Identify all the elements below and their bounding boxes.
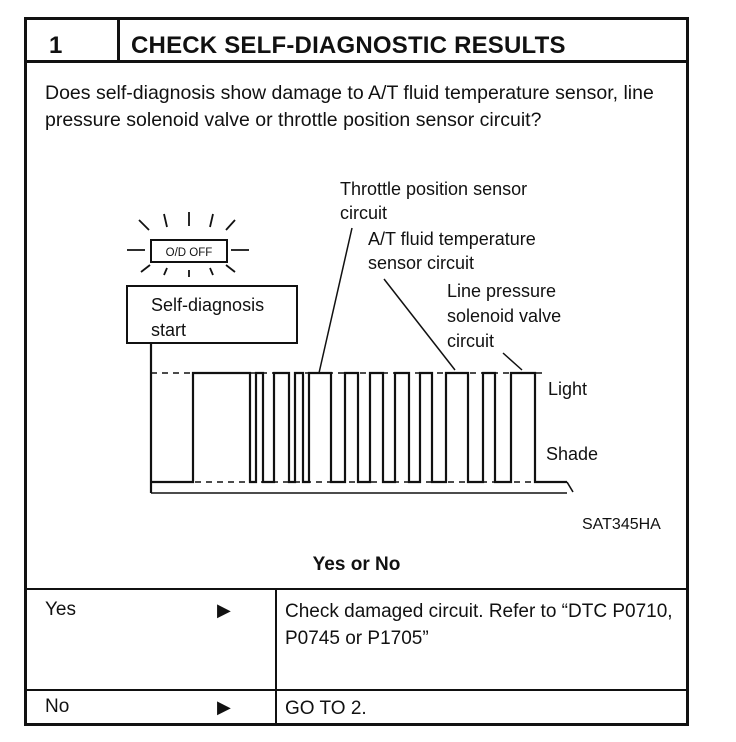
shade-label: Shade [546,444,599,464]
tps-label-line1: Throttle position sensor [340,179,528,199]
figure-code: SAT345HA [582,516,661,533]
diagnosis-waveform [151,343,567,493]
header-rule [27,60,686,63]
yes-action: Check damaged circuit. Refer to “DTC P0710, P0745 or P1705” [285,601,673,649]
no-label: No [45,696,70,717]
self-diagnosis-diagram [27,170,686,550]
light-label: Light [548,379,588,399]
lamp-label: O/D OFF [165,247,213,259]
start-box-line2: start [151,320,187,340]
baseline-mark [151,482,573,493]
question-text: Does self-diagnosis show damage to A/T fluid temperature sensor, line pressure solenoid valve or throttle position sensor circuit? [45,82,654,131]
yes-label: Yes [45,599,76,620]
line-pressure-label-line2: solenoid valve [447,306,562,326]
yes-no-prompt: Yes or No [312,554,401,575]
tps-label-line2: circuit [340,203,388,223]
yes-arrow-icon: ▶ [217,600,231,620]
step-number: 1 [49,32,63,59]
line-pressure-label-line3: circuit [447,331,495,351]
answer-column-divider [275,588,277,726]
prompt-rule [27,588,686,590]
fluid-temp-label-line1: A/T fluid temperature [368,229,536,249]
start-box-line1: Self-diagnosis [151,295,265,315]
fluid-temp-label-line2: sensor circuit [368,253,475,273]
row-divider [27,689,686,691]
no-action: GO TO 2. [285,698,367,719]
line-pressure-label-line1: Line pressure [447,281,557,301]
diagnostic-step-table [24,17,689,726]
header-divider [117,20,120,60]
step-title: CHECK SELF-DIAGNOSTIC RESULTS [131,32,566,59]
no-arrow-icon: ▶ [217,697,231,717]
